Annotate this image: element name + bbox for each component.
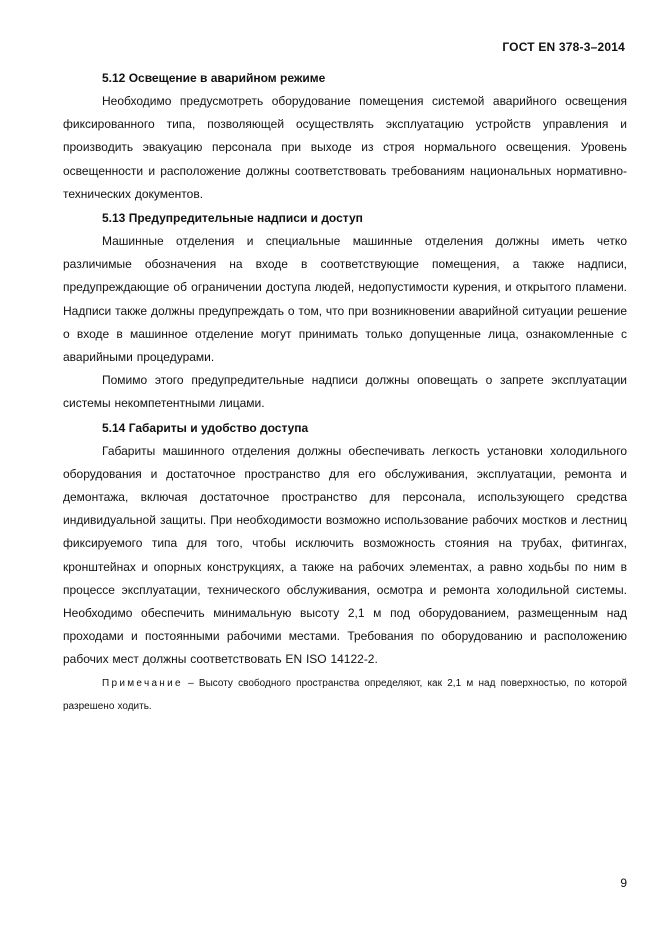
section-5-14-paragraph: Габариты машинного отделения должны обеспечивать легкость установки холодильного оборудования и достаточное пространство для его обслуживания, эксплуатации, ремонта и демонтажа, включая достаточное пространство для персонала, использующего средства индивидуальной защиты. При необходимости возможно использование рабочих мостков и лестниц фиксируемого типа для того, чтобы исключить возможность стояния на трубах, фитингах, кронштейнах и опорных конструкциях, а также на рабочих элементах, а равно ходьбы по ним в процессе эксплуатации, технического обслуживания, осмотра и ремонта холодильной системы. Необходимо обеспечить минимальную высоту 2,1 м под оборудованием, размещенным над проходами и постоянными рабочими местами. Требования по оборудованию и расположению рабочих мест должны соответствовать EN ISO 14122-2.	[63, 443, 627, 667]
note-label: Примечание	[102, 677, 183, 689]
section-heading-5-14: 5.14 Габариты и удобство доступа	[102, 420, 309, 435]
note-text: – Высоту свободного пространства определяют, как 2,1 м над поверхностью, по которой разрешено ходить.	[63, 677, 627, 712]
section-heading-5-12: 5.12 Освещение в аварийном режиме	[102, 71, 326, 85]
section-5-13-paragraph-2: Помимо этого предупредительные надписи должны оповещать о запрете эксплуатации системы некомпетентными лицами.	[63, 373, 627, 411]
section-5-13-paragraph-1: Машинные отделения и специальные машинные отделения должны иметь четко различимые обозначения на входе в соответствующие помещения, а также надписи, предупреждающие об ограничении доступа людей, недопустимости курения, и открытого пламени. Надписи также должны предупреждать о том, что при возникновении аварийной ситуации решение о входе в машинное отделение могут принимать только допущенные лица, ознакомленные с аварийными процедурами.	[63, 234, 627, 365]
section-5-12-paragraph: Необходимо предусмотреть оборудование помещения системой аварийного освещения фиксированного типа, позволяющей осуществлять эксплуатацию устройств управления и производить эвакуацию персонала при выходе из строя нормального освещения. Уровень освещенности и расположение должны соответствовать требованиям национальных нормативно-технических документов.	[63, 94, 627, 201]
section-5-14-note	[63, 672, 627, 718]
section-heading-5-13: 5.13 Предупредительные надписи и доступ	[102, 211, 363, 226]
page-content	[63, 66, 627, 718]
page-number: 9	[620, 876, 627, 890]
document-code: ГОСТ EN 378-3–2014	[502, 40, 625, 54]
